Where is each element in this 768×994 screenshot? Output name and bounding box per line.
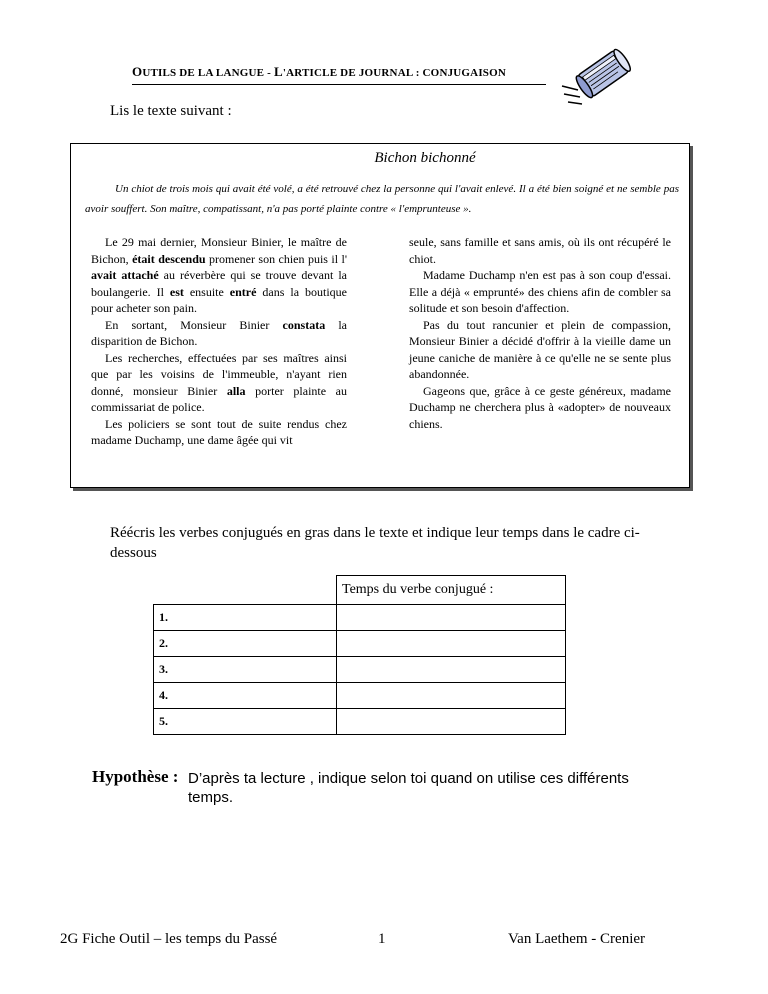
- text-run: promener son chien puis il l': [205, 251, 347, 266]
- bold-verb: est: [169, 284, 184, 299]
- text-run: au réverbère qui se trouve devant la boulangerie. Il: [91, 268, 347, 299]
- article-lead: [85, 179, 679, 219]
- text-run: dans la boutique pour acheter son pain.: [91, 284, 347, 315]
- text-run: En sortant, Monsieur Binier: [105, 317, 283, 332]
- verb-answer-cell[interactable]: 5.: [154, 709, 337, 735]
- header-title: [132, 64, 552, 80]
- hypothesis-label: Hypothèse :: [92, 767, 179, 786]
- exercise-instruction: Réécris les verbes conjugués en gras dans le texte et indique leur temps dans le cadre ci-dessous: [110, 525, 640, 561]
- article-paragraph: seule, sans famille et sans amis, où ils ont récupéré le chiot.: [409, 235, 671, 266]
- rolled-newspaper-icon: [560, 36, 640, 110]
- verb-answer-cell[interactable]: 1.: [154, 605, 337, 631]
- bold-verb: avait attaché: [91, 268, 159, 282]
- table-row: [154, 631, 566, 657]
- article-paragraph: [91, 317, 347, 350]
- text-run: la disparition de Bichon.: [91, 317, 347, 348]
- table-header-cell: Temps du verbe conjugué :: [337, 576, 566, 605]
- article-column-right: [409, 234, 671, 432]
- verb-answer-cell[interactable]: 2.: [154, 631, 337, 657]
- article-paragraph: Gageons que, grâce à ce geste généreux, madame Duchamp ne cherchera plus à «adopter» de nouveaux chiens.: [409, 383, 671, 431]
- article-column-left: [91, 234, 347, 449]
- table-header-row: [154, 576, 566, 605]
- verb-answer-cell[interactable]: 4.: [154, 683, 337, 709]
- article-paragraph: Madame Duchamp n'en est pas à son coup d'essai. Elle a déjà « emprunté» des chiens afin de combler sa solitude et son besoin d'affection.: [409, 268, 671, 315]
- article-lead-text: Un chiot de trois mois qui avait été volé, a été retrouvé chez la personne qui l'avait enlevé. Il a été bien soigné et ne semble pas avoir souffert. Son maître, compatissant, n'a pas porté plainte contre « l'emprunteuse ».: [85, 183, 679, 215]
- verb-answer-cell[interactable]: 3.: [154, 657, 337, 683]
- footer-course-title: 2G Fiche Outil – les temps du Passé: [60, 931, 278, 947]
- tense-answer-cell[interactable]: [337, 631, 566, 657]
- text-run: ensuite: [183, 284, 230, 299]
- verb-tense-table: [153, 575, 566, 735]
- bold-verb: constata: [282, 317, 326, 332]
- header-underline: [132, 84, 546, 85]
- article-title: Bichon bichonné: [374, 150, 476, 166]
- tense-answer-cell[interactable]: [337, 657, 566, 683]
- article-paragraph: [91, 234, 347, 317]
- article-paragraph: [91, 350, 347, 416]
- tense-answer-cell[interactable]: [337, 709, 566, 735]
- article-paragraph: Pas du tout rancunier et plein de compassion, Monsieur Binier a décidé d'offrir à la vieille dame un jeune caniche de manière à ce qu'elle ne se sente plus abandonnée.: [409, 317, 671, 381]
- tense-answer-cell[interactable]: [337, 605, 566, 631]
- article-frame: [70, 143, 690, 488]
- text-run: porter plainte au commissariat de police.: [91, 383, 347, 414]
- bold-verb: était descendu: [132, 251, 206, 266]
- header-initial-l: L: [273, 64, 283, 79]
- tense-answer-cell[interactable]: [337, 683, 566, 709]
- bold-verb: alla: [226, 383, 246, 398]
- article-paragraph: Les policiers se sont tout de suite rendus chez madame Duchamp, une dame âgée qui vit: [91, 416, 347, 447]
- header-part-2: 'ARTICLE DE JOURNAL : CONJUGAISON: [282, 67, 507, 79]
- bold-verb: entré: [229, 284, 257, 299]
- footer-authors: Van Laethem - Crenier: [508, 931, 646, 947]
- text-run: Les recherches, effectuées par ses maîtres ainsi que par les voisins de l'immeuble, n'ayant rien donné, monsieur Binier: [91, 350, 347, 398]
- table-row: [154, 683, 566, 709]
- table-row: [154, 657, 566, 683]
- intro-instruction: Lis le texte suivant :: [110, 103, 232, 119]
- header-part-1: UTILS DE LA LANGUE -: [142, 67, 274, 79]
- header-initial-o: O: [132, 64, 143, 79]
- hypothesis-text: D’après ta lecture , indique selon toi quand on utilise ces différents temps.: [188, 770, 629, 806]
- text-run: Le 29 mai dernier, Monsieur Binier, le maître de Bichon,: [91, 235, 347, 266]
- table-row: [154, 605, 566, 631]
- table-row: [154, 709, 566, 735]
- table-corner-blank: [154, 576, 337, 605]
- footer-page-number: 1: [378, 931, 386, 947]
